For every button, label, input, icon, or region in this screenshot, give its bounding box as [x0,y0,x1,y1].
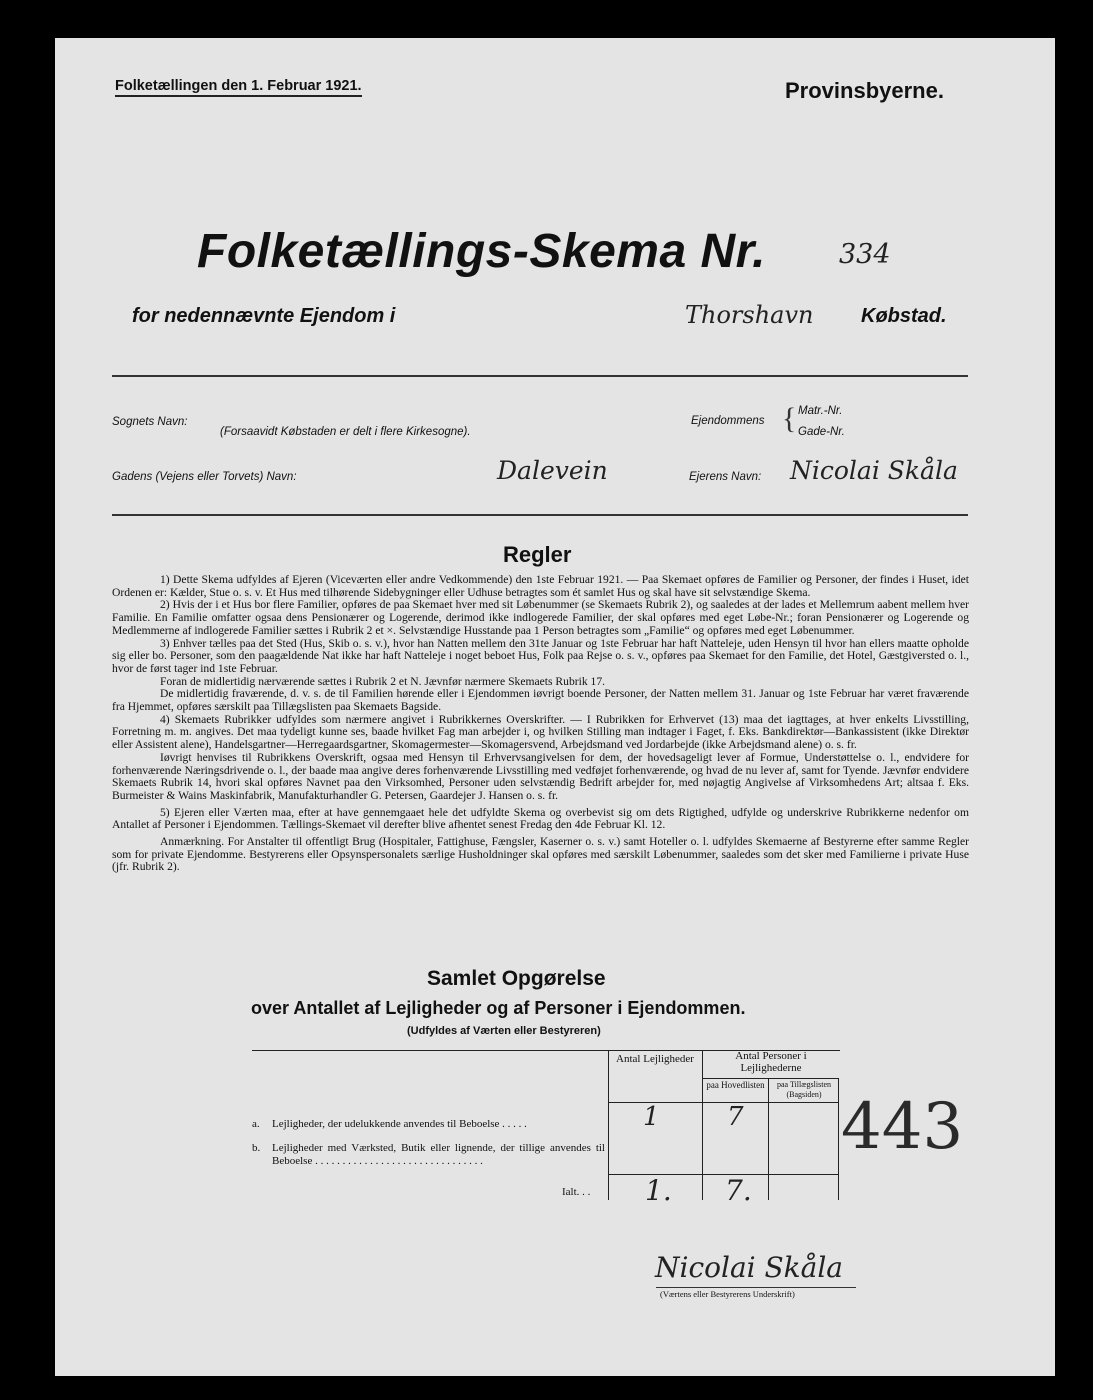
total-label: Ialt. . . [562,1186,591,1198]
region-header: Provinsbyerne. [785,78,944,103]
form-number-handwritten: 334 [839,239,891,270]
col-supplement-header: paa Tillægslisten (Bagsiden) [776,1080,831,1099]
row-b-letter: b. [252,1142,261,1154]
property-brace: { [782,402,797,435]
row-a-label: Lejligheder, der udelukkende anvendes til Beboelse . . . . . [272,1118,527,1130]
table-total-line [608,1174,839,1175]
street-label: Gadens (Vejens eller Torvets) Navn: [112,471,297,483]
row-a-apartments: 1 [643,1102,660,1132]
summary-note: (Udfyldes af Værten eller Bestyreren) [407,1025,601,1037]
col-apartments-header: Antal Lejligheder [616,1053,694,1065]
town-suffix: Købstad. [861,305,947,327]
rule-paragraph: 3) Enhver tælles paa det Sted (Hus, Skib o. s. v.), hvor han Natten mellem den 31te Januar og 1ste Februar har haft Natteleje, uden Hensyn til hvor han ellers maatte opholde sig eller bo. Personer, som den paagældende Nat ikke har haft Natteleje i noget beboet Hus, Folk paa Rejse o. s. v., opføres paa Skemaet for den Familie, det Hotel, Gæstgiversted o. l., hvor de først tager ind 1ste Februar. [112,636,969,675]
signature-line [656,1287,856,1288]
signature-handwritten: Nicolai Skåla [655,1251,843,1284]
signature-caption: (Værtens eller Bestyrerens Underskrift) [660,1289,795,1299]
table-vline-2 [702,1050,703,1200]
parish-note: (Forsaavidt Købstaden er delt i flere Kirkesogne). [220,426,471,438]
summary-title: Samlet Opgørelse [427,967,606,990]
rules-text [112,574,969,874]
margin-handwritten-number: 443 [841,1090,964,1164]
rule-paragraph: Foran de midlertidig nærværende sættes i Rubrik 2 et N. Jævnfør nærmere Skemaets Rubrik 17. [160,674,606,688]
row-a-main-list: 7 [727,1102,744,1132]
rule-paragraph: 4) Skemaets Rubrikker udfyldes som nærmere angivet i Rubrikkernes Overskrifter. — I Rubrikken for Erhvervet (13) maa det iagttages, at hver enkelts Livsstilling, Forretning m. m. angives. Det maa tydeligt kunne ses, baade hvilket Fag man arbejder i, og hvilken Stilling man indtager i Faget, f. Eks. Bankdirektør—Bankassistent (ikke Direktør eller Assistent alene), Handelsgartner—Herregaardsgartner, Skomagermester—Skomagersvend, Arbejdsmand ved Jordarbejde (ikke Arbejdsmand alene) o. s. fr. [112,712,969,752]
total-apartments: 1. [645,1174,672,1207]
table-vline-3 [768,1079,769,1200]
rule-paragraph: 2) Hvis der i et Hus bor flere Familier, opføres de paa Skemaet hver med sit Løbenummer (se Skemaets Rubrik 2), og saaledes at der lades et Mellemrum aabent mellem hver Familie. En Familie omfatter ogsaa dens Pensionærer og Logerende, derimod ikke indlogerede Familier, der skal opføres med eget Løbe-Nr.; foran Pensionærer og Logerende og Medlemmerne af indlogerede Familier sættes i Rubrik 2 et ×. Selvstændige Husstande paa 1 Person betragtes som „Familie“ og opføres med eget Løbenummer. [112,598,969,637]
summary-subtitle: over Antallet af Lejligheder og af Personer i Ejendommen. [251,998,746,1018]
total-main-list: 7. [725,1174,752,1207]
street-handwritten: Dalevein [497,456,608,485]
form-title: Folketællings-Skema Nr. [197,225,767,278]
owner-handwritten: Nicolai Skåla [790,456,958,485]
col-persons-header: Antal Personer i Lejlighederne [735,1050,807,1074]
divider-middle [112,514,968,516]
table-vline-4 [838,1079,839,1200]
table-vline-1 [608,1050,609,1200]
rules-heading: Regler [503,542,572,567]
gade-label: Gade-Nr. [798,426,845,438]
rule-paragraph: De midlertidig fraværende, d. v. s. de til Familien hørende eller i Ejendommen iøvrigt boende Personer, der Natten mellem 31. Januar og 1ste Februar har været fraværende fra Hjemmet, opføres særskilt paa Tillægslisten paa Skemaets Bagside. [112,687,969,714]
rule-paragraph: Iøvrigt henvises til Rubrikkens Overskrift, ogsaa med Hensyn til Erhvervsangivelsen for dem, der hovedsageligt lever af Formue, Understøttelse o. l., endvidere for forhenværende Næringsdrivende o. l., der baade maa angive deres forhenværende Livsstilling med vedføjet forhenværende, og hvad de nu lever af, samt for Tyende. Jævnfør endvidere Skemaets Rubrik 14, hvori skal opføres Navnet paa den Virksomhed, Personer uden selvstændig Bedrift arbejder for, med nøjagtig Angivelse af Virksomhedens Art; altsaa f. Eks. Burmeister & Wains Maskinfabrik, Manufakturhandler G. Petersen, Gaardejer J. Hansen o. s. fr. [112,750,969,802]
census-date-header: Folketællingen den 1. Februar 1921. [115,78,362,97]
property-label: Ejendommens [691,415,765,427]
form-subtitle: for nedennævnte Ejendom i [132,305,396,327]
rule-paragraph: 5) Ejeren eller Værten maa, efter at have gennemgaaet hele det udfyldte Skema og overbevist sig om dets Rigtighed, udfylde og underskrive Rubrikkerne nedenfor om Antallet af Personer i Ejendommen. Tællings-Skemaet vil derefter blive afhentet senest Fredag den 4de Februar Kl. 12. [112,805,969,832]
parish-label: Sognets Navn: [112,416,188,428]
col-main-list-header: paa Hovedlisten [706,1080,765,1090]
row-a-letter: a. [252,1118,260,1130]
rule-paragraph: 1) Dette Skema udfyldes af Ejeren (Viceværten eller andre Vedkommende) den 1ste Februar 1921. — Paa Skemaet opføres de Familier og Personer, der findes i Huset, idet Ordenen er: Kælder, Stue o. s. v. Et Hus med tilhørende Sidebygninger eller Udhuse betragtes som ét samlet Hus og skal have sit selvstændige Skema. [112,573,969,599]
row-b-label: Lejligheder med Værksted, Butik eller lignende, der tillige anvendes til Beboelse . . . . . . . . . . . . . . . . . . . . . . . . . . . . . . . [272,1142,605,1167]
matr-label: Matr.-Nr. [798,405,843,417]
table-subheader-line [702,1078,839,1079]
owner-label: Ejerens Navn: [689,471,762,483]
rule-note: Anmærkning. For Anstalter til offentligt Brug (Hospitaler, Fattighuse, Fængsler, Kaserner o. s. v.) samt Hoteller o. l. udfyldes Skemaerne af Bestyrerne efter samme Regler som for private Ejendomme. Bestyrerens eller Opsynspersonalets særlige Husholdninger skal opføres med særskilt Løbenummer, saaledes som det sker med Familierne i private Huse (jfr. Rubrik 2). [112,835,969,874]
census-form-sheet [55,38,1055,1376]
town-handwritten: Thorshavn [685,301,814,329]
divider-top [112,375,968,377]
